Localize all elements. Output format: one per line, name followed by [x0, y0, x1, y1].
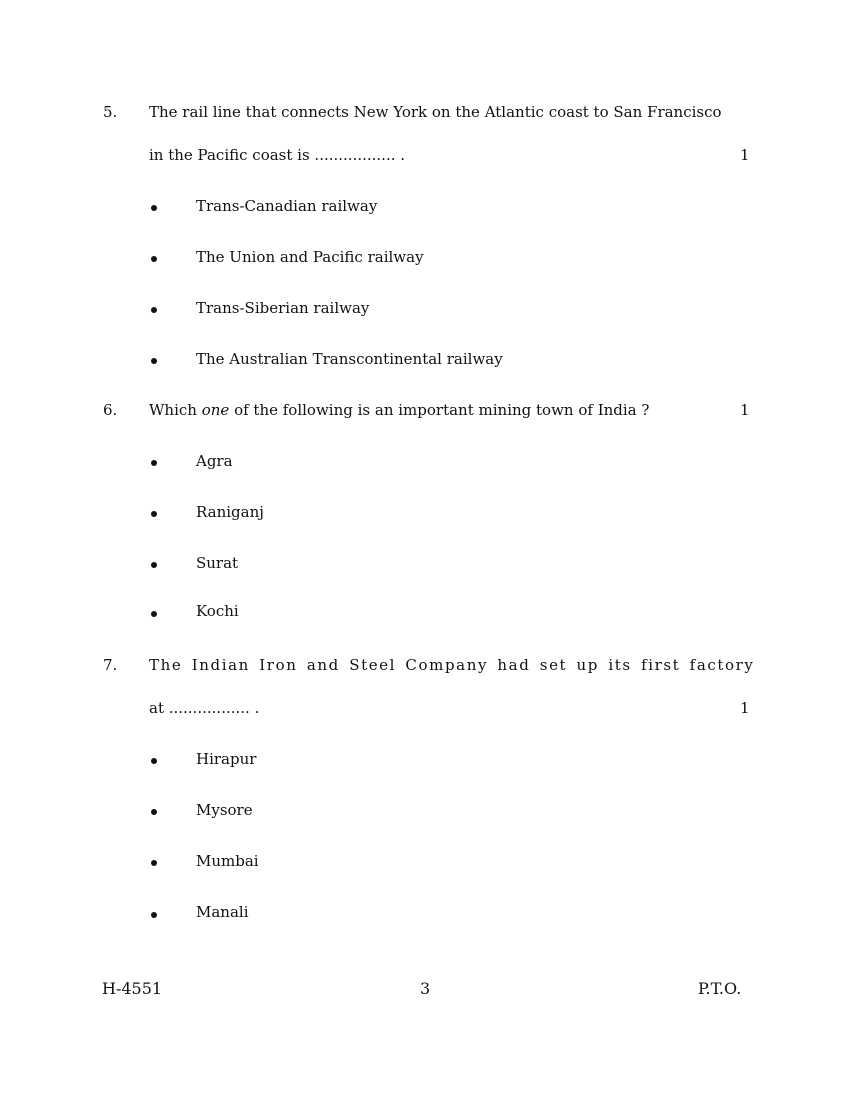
bullet-icon [151, 256, 157, 262]
option-item: Mumbai [196, 852, 259, 870]
bullet-icon [151, 358, 157, 364]
question-text-emphasis: one [201, 401, 230, 419]
bullet-icon [151, 860, 157, 866]
paper-code: H-4551 [102, 979, 163, 998]
bullet-icon [151, 205, 157, 211]
bullet-icon [151, 758, 157, 764]
question-number: 7. [103, 656, 118, 674]
option-item: The Australian Transcontinental railway [196, 350, 503, 368]
option-item: Trans-Siberian railway [196, 299, 370, 317]
question-number: 6. [103, 401, 118, 419]
question-marks: 1 [740, 699, 750, 717]
bullet-icon [151, 912, 157, 918]
bullet-icon [151, 460, 157, 466]
pto-label: P.T.O. [698, 979, 742, 998]
question-text-line1: The rail line that connects New York on the Atlantic coast to San Francisco [149, 103, 722, 121]
option-item: Agra [196, 452, 233, 470]
question-marks: 1 [740, 146, 750, 164]
bullet-icon [151, 611, 157, 617]
option-item: Trans-Canadian railway [196, 197, 378, 215]
option-item: Mysore [196, 801, 253, 819]
option-item: Raniganj [196, 503, 264, 521]
option-item: Surat [196, 554, 239, 572]
option-item: The Union and Pacific railway [196, 248, 424, 266]
bullet-icon [151, 307, 157, 313]
question-text-line1 [149, 401, 649, 419]
question-text-pre: Which [149, 401, 202, 419]
option-item: Manali [196, 903, 249, 921]
question-text-line2: in the Pacific coast is ................. . [149, 146, 406, 164]
bullet-icon [151, 809, 157, 815]
question-marks: 1 [740, 401, 750, 419]
option-item: Kochi [196, 602, 239, 620]
question-text-line2: at ................. . [149, 699, 260, 717]
bullet-icon [151, 562, 157, 568]
bullet-icon [151, 511, 157, 517]
question-text-post: of the following is an important mining town of India ? [229, 401, 650, 419]
question-number: 5. [103, 103, 118, 121]
option-item: Hirapur [196, 750, 257, 768]
question-text-line1: The Indian Iron and Steel Company had set up its first factory [149, 656, 755, 674]
page-number: 3 [420, 979, 431, 998]
